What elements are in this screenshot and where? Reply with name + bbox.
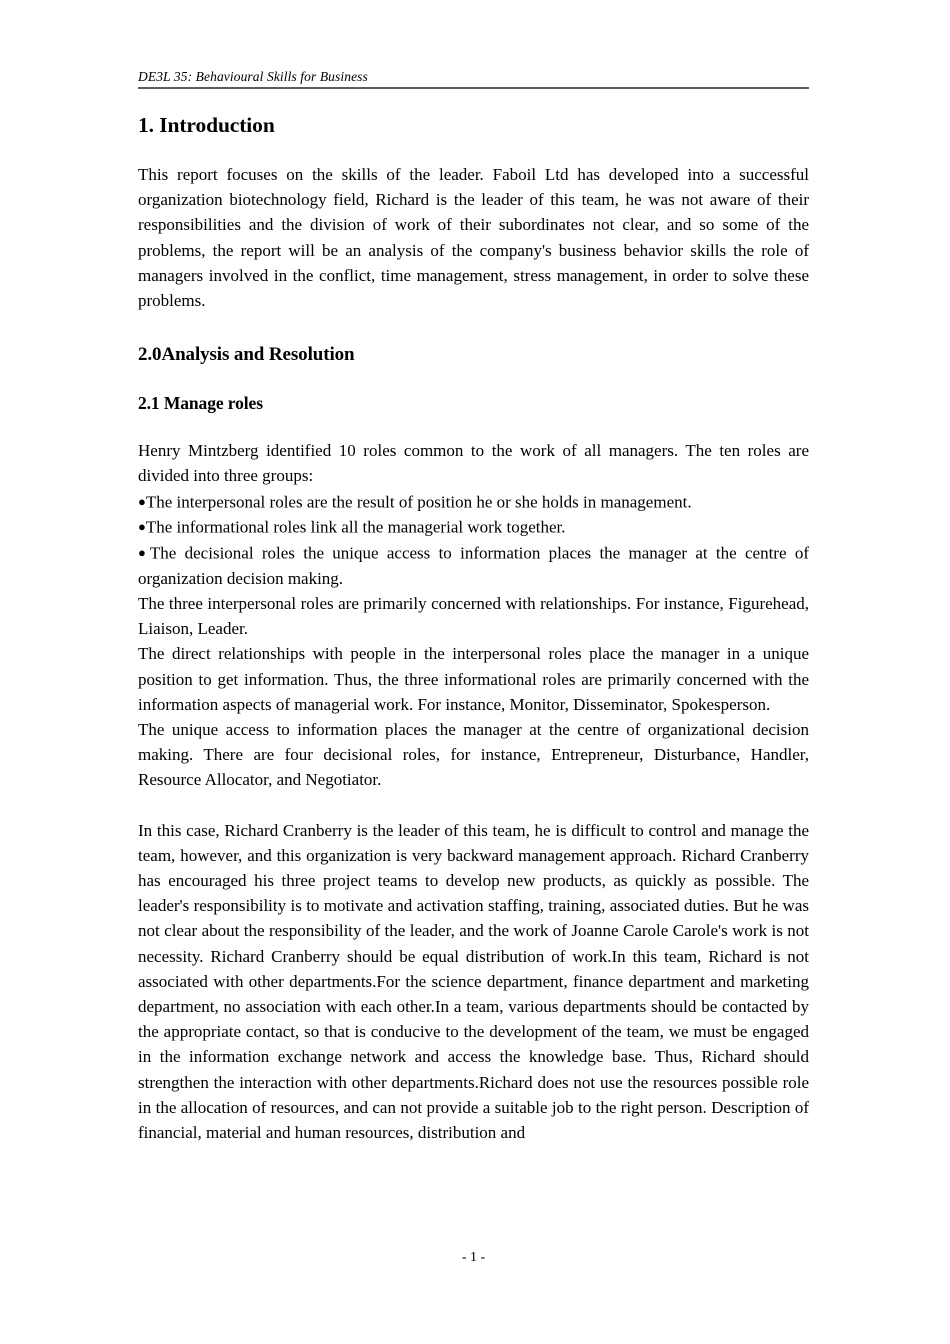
- header-course-title: DE3L 35: Behavioural Skills for Business: [138, 69, 368, 84]
- heading-manage-roles: 2.1 Manage roles: [138, 393, 263, 414]
- spacer: [138, 793, 809, 818]
- bullet-icon: ●: [138, 519, 146, 535]
- spacer: [138, 140, 809, 162]
- bullet-icon: ●: [138, 545, 150, 561]
- list-item-label: The informational roles link all the managerial work together.: [145, 517, 566, 537]
- paragraph-decisional-roles: The unique access to information places the manager at the centre of organizational decision making. There are four decisional roles, for instance, Entrepreneur, Disturbance, Handler, Resource Allocator, and Negotiator.: [138, 719, 809, 790]
- document-body: [138, 110, 809, 1145]
- paragraph-case-analysis: In this case, Richard Cranberry is the leader of this team, he is difficult to control and manage the team, however, and this organization is very backward management approach. Richard Cranberry has encouraged his three project teams to develop new products, as quickly as possible. The leader's responsibility is to motivate and activation staffing, training, associated duties. But he was not clear about the responsibility of the leader, and the work of Joanne Carole Carole's work is not necessity. Richard Cranberry should be equal distribution of work.In this team, Richard is not associated with other departments.For the science department, finance department and marketing department, no association with each other.In a team, various departments should be contacted by the appropriate contact, so that is conducive to the development of the team, we must be engaged in the information exchange network and access the knowledge base. Thus, Richard should strengthen the interaction with other departments.Richard does not use the resources possible role in the allocation of resources, and can not provide a suitable job to the right person. Description of financial, material and human resources, distribution and: [138, 820, 809, 1142]
- heading-analysis-and-resolution: 2.0Analysis and Resolution: [138, 344, 355, 366]
- running-header: [138, 68, 809, 86]
- page-number: - 1 -: [461, 1250, 486, 1265]
- spacer: [138, 416, 809, 438]
- spacer: [138, 368, 809, 390]
- heading-introduction: 1. Introduction: [138, 113, 275, 137]
- paragraph-interpersonal-roles: The three interpersonal roles are primarily concerned with relationships. For instance, Figurehead, Liaison, Leader.: [138, 593, 809, 639]
- header-divider-rule: [138, 87, 809, 89]
- list-item: [138, 540, 809, 591]
- list-item-label: The interpersonal roles are the result of position he or she holds in management.: [145, 492, 692, 512]
- manage-roles-content: [138, 438, 809, 792]
- paragraph-roles-intro: Henry Mintzberg identified 10 roles common to the work of all managers. The ten roles are divided into three groups:: [138, 441, 809, 486]
- paragraph-informational-roles: The direct relationships with people in the interpersonal roles place the manager in a unique position to get information. Thus, the three informational roles are primarily concerned with the information aspects of managerial work. For instance, Monitor, Disseminator, Spokesperson.: [138, 644, 809, 714]
- list-item: [138, 514, 809, 540]
- list-item: [138, 489, 809, 515]
- paragraph-introduction: This report focuses on the skills of the leader. Faboil Ltd has developed into a successful organization biotechnology field, Richard is the leader of this team, he was not aware of their responsibilities and the division of work of their subordinates not clear, and so some of the problems, the report will be an analysis of the company's business behavior skills the role of managers involved in the conflict, time management, stress management, in order to solve these problems.: [138, 165, 809, 311]
- bullet-icon: ●: [138, 493, 146, 509]
- list-item-label: The decisional roles the unique access to information places the manager at the centre of organization decision making.: [138, 543, 809, 588]
- spacer: [138, 313, 809, 341]
- page-footer: [138, 1248, 809, 1267]
